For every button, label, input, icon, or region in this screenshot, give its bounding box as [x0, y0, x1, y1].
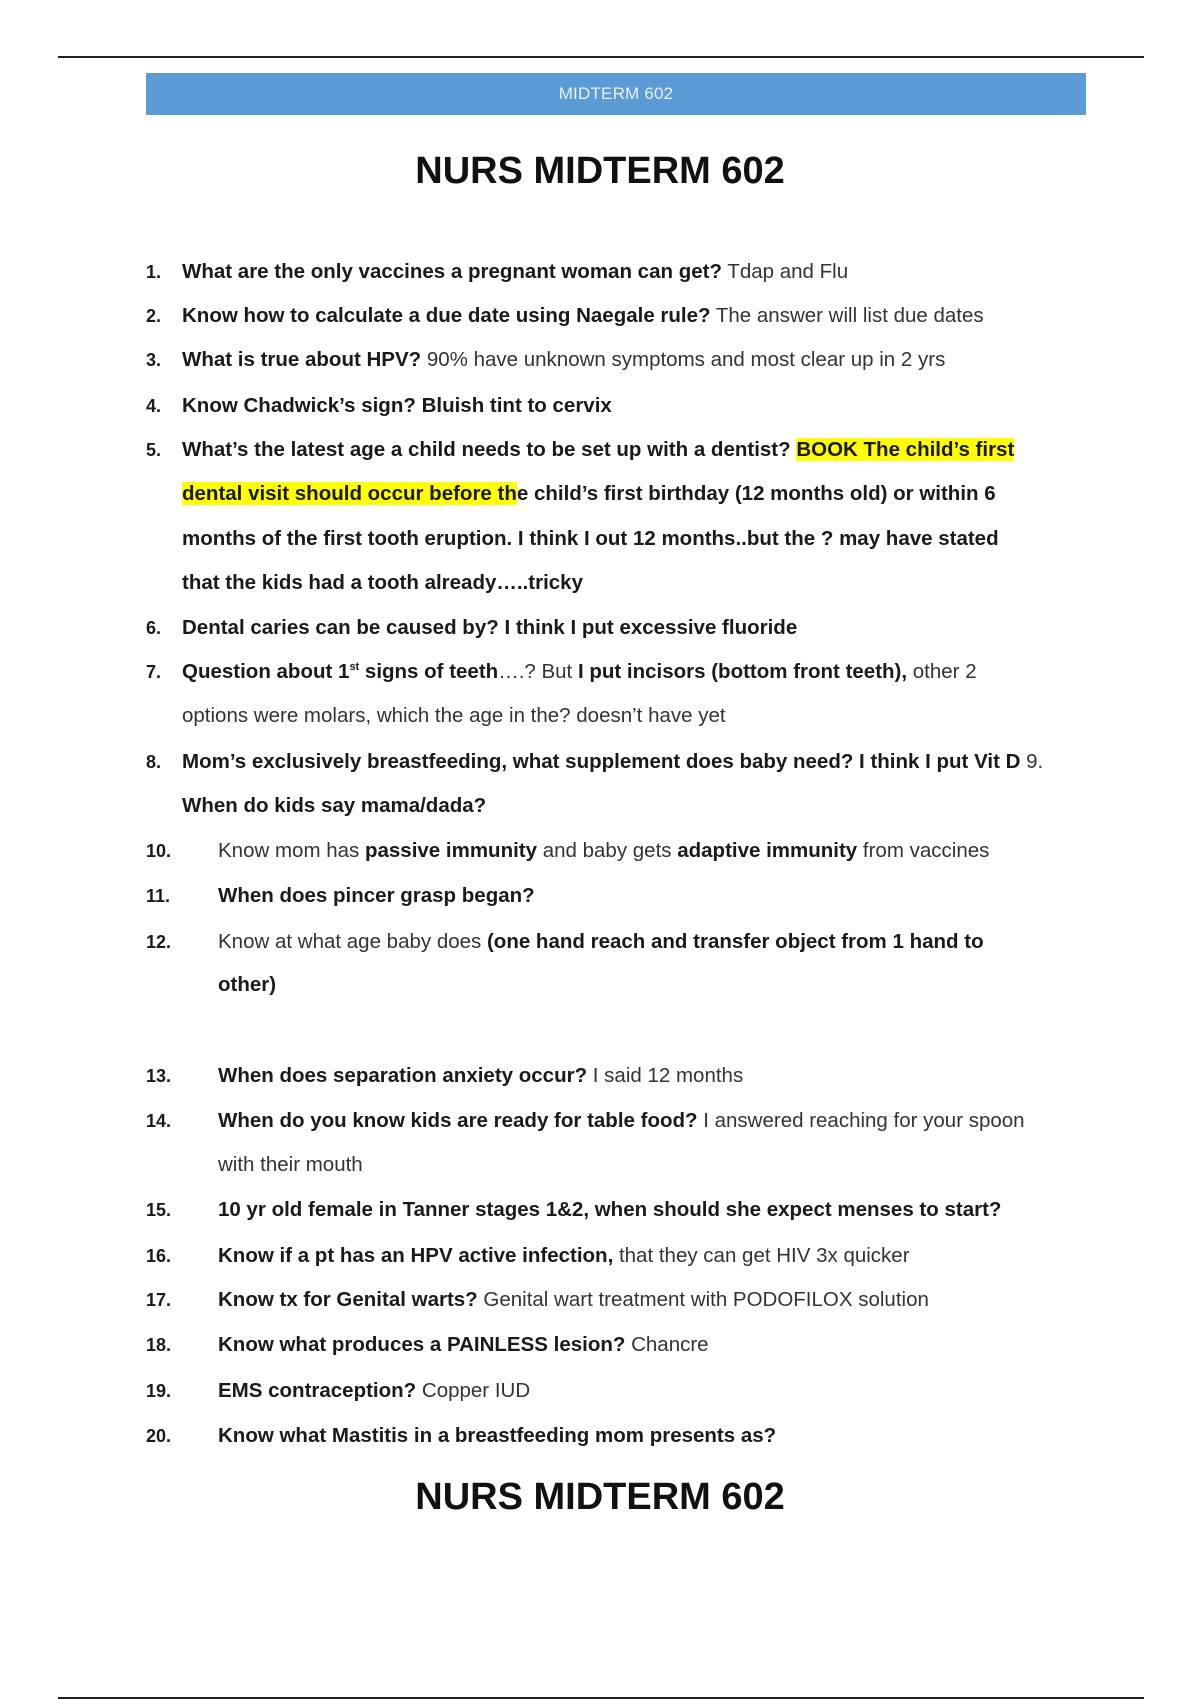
item-number: 20. — [146, 1426, 172, 1446]
question-bold: other) — [218, 973, 277, 996]
question-text: Dental caries can be caused by? I think I put excessive fluoride — [182, 616, 798, 639]
item-number: 18. — [146, 1335, 172, 1355]
question-text: 10 yr old female in Tanner stages 1&2, when should she expect menses to start? — [218, 1198, 1002, 1221]
question-text: When does pincer grasp began? — [218, 884, 535, 907]
answer-text: and baby gets — [537, 839, 678, 862]
item-number: 4. — [146, 396, 162, 416]
question-text: Know if a pt has an HPV active infection, — [218, 1244, 614, 1267]
item-number: 1. — [146, 262, 162, 282]
answer-text: from vaccines — [857, 839, 990, 862]
ordinal-suffix: st — [349, 661, 360, 674]
question-text: When do kids say mama/dada? — [182, 794, 487, 817]
answer-bold: adaptive immunity — [677, 839, 858, 862]
item-number: 7. — [146, 662, 162, 682]
question-text: When does separation anxiety occur? — [218, 1064, 588, 1087]
question-text: signs of teeth — [359, 660, 499, 683]
question-text: What are the only vaccines a pregnant woman can get? — [182, 260, 722, 283]
question-text: Know what produces a PAINLESS lesion? — [218, 1333, 626, 1356]
question-text: What’s the latest age a child needs to be set up with a dentist? — [182, 438, 797, 461]
answer-text: options were molars, which the age in the? doesn’t have yet — [182, 704, 726, 727]
answer-text: months of the first tooth eruption. I think I out 12 months..but the ? may have stated — [182, 527, 999, 550]
answer-text: Copper IUD — [416, 1379, 531, 1402]
question-text: Know what Mastitis in a breastfeeding mom presents as? — [218, 1424, 777, 1447]
answer-text: that they can get HIV 3x quicker — [613, 1244, 910, 1267]
top-rule — [58, 56, 1144, 58]
item-number: 19. — [146, 1381, 172, 1401]
item-number: 8. — [146, 752, 162, 772]
item-number: 12. — [146, 932, 172, 952]
item-number: 14. — [146, 1111, 172, 1131]
answer-text: I said 12 months — [587, 1064, 744, 1087]
item-number: 5. — [146, 440, 162, 460]
answer-text: Chancre — [625, 1333, 709, 1356]
question-text: What is true about HPV? — [182, 348, 422, 371]
answer-text: I answered reaching for your spoon — [697, 1109, 1025, 1132]
answer-bold: I put incisors (bottom front teeth), — [577, 660, 908, 683]
answer-text: Tdap and Flu — [721, 260, 849, 283]
highlighted-answer: BOOK The child’s first — [796, 438, 1015, 461]
answer-text: e child’s first birthday (12 months old) or within 6 — [516, 482, 996, 505]
answer-text: other 2 — [907, 660, 977, 683]
item-number: 3. — [146, 350, 162, 370]
item-number: 11. — [146, 886, 171, 906]
question-text: Mom’s exclusively breastfeeding, what supplement does baby need? I think I put Vit D — [182, 750, 1021, 773]
item-number: 6. — [146, 618, 162, 638]
item-number: 16. — [146, 1246, 172, 1266]
item-number: 17. — [146, 1290, 172, 1310]
item-number: 2. — [146, 306, 162, 326]
question-text: Know at what age baby does — [218, 930, 487, 953]
answer-text: The answer will list due dates — [710, 304, 984, 327]
question-text: Question about 1 — [182, 660, 350, 683]
page-title: NURS MIDTERM 602 — [415, 150, 785, 192]
answer-text: 90% have unknown symptoms and most clear up in 2 yrs — [421, 348, 946, 371]
answer-bold: passive immunity — [364, 839, 538, 862]
highlighted-answer: dental visit should occur before th — [182, 482, 517, 505]
question-text: Know Chadwick’s sign? Bluish tint to cervix — [182, 394, 612, 417]
footer-title: NURS MIDTERM 602 — [415, 1476, 785, 1518]
item-number: 13. — [146, 1066, 172, 1086]
question-text: Know tx for Genital warts? — [218, 1288, 478, 1311]
answer-text: ….? But — [498, 660, 578, 683]
question-text: When do you know kids are ready for table food? — [218, 1109, 698, 1132]
inline-item-number: 9. — [1020, 750, 1044, 773]
answer-text: that the kids had a tooth already…..tricky — [182, 571, 583, 594]
answer-text: Genital wart treatment with PODOFILOX solution — [477, 1288, 929, 1311]
answer-text: Know mom has — [218, 839, 365, 862]
bottom-rule — [58, 1697, 1144, 1699]
item-number: 10. — [146, 841, 172, 861]
header-banner — [146, 73, 1086, 115]
answer-text: with their mouth — [218, 1153, 363, 1176]
question-text: EMS contraception? — [218, 1379, 417, 1402]
header-banner-text: MIDTERM 602 — [558, 84, 674, 103]
question-text: Know how to calculate a due date using Naegale rule? — [182, 304, 711, 327]
question-bold: (one hand reach and transfer object from 1 hand to — [486, 930, 984, 953]
item-number: 15. — [146, 1200, 172, 1220]
